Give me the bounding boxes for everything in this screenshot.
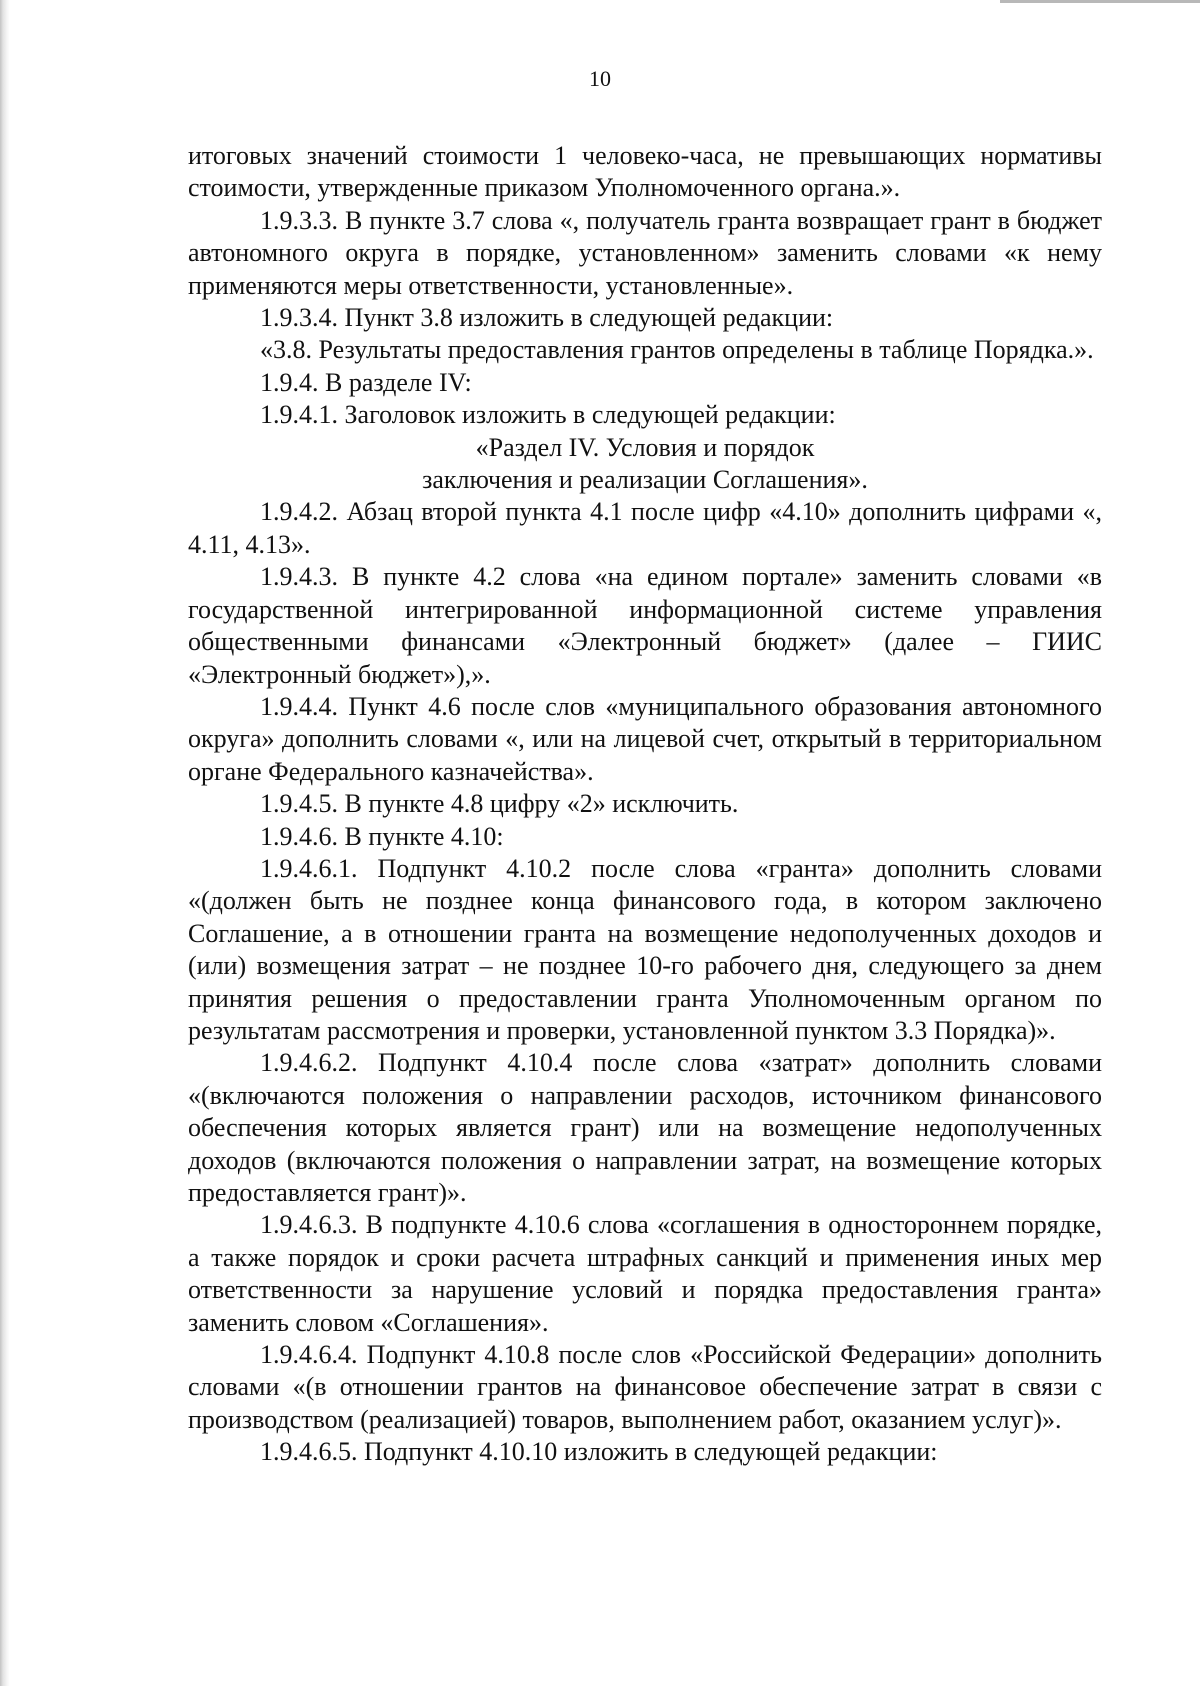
paragraph: 1.9.4.3. В пункте 4.2 слова «на едином портале» заменить словами «в государственной интегрированной информационной системе управления общественными финансами «Электронный бюджет» (далее – ГИИС «Электронный бюджет»),». [188, 562, 1102, 689]
paragraph: 1.9.3.4. Пункт 3.8 изложить в следующей редакции: [260, 303, 834, 333]
top-edge-rule [1000, 0, 1200, 3]
paragraph: 1.9.4.6.2. Подпункт 4.10.4 после слова «затрат» дополнить словами «(включаются положения о направлении расходов, источником финансового обеспечения которых является грант) или на возмещение недополученных доходов (включаются положения о направлении затрат, на возмещение которых предоставляется грант)». [188, 1048, 1102, 1207]
paragraph: «3.8. Результаты предоставления грантов определены в таблице Порядка.». [260, 335, 1094, 365]
paragraph: 1.9.4.5. В пункте 4.8 цифру «2» исключить. [260, 789, 739, 819]
paragraph: итоговых значений стоимости 1 человеко-часа, не превышающих нормативы стоимости, утвержденные приказом Уполномоченного органа.». [188, 141, 1102, 203]
document-body [188, 140, 1102, 1469]
scan-edge-shadow [0, 0, 10, 1686]
paragraph: 1.9.4.6.4. Подпункт 4.10.8 после слов «Российской Федерации» дополнить словами «(в отношении грантов на финансовое обеспечение затрат в связи с производством (реализацией) товаров, выполнением работ, оказанием услуг)». [188, 1340, 1102, 1434]
paragraph: 1.9.4.1. Заголовок изложить в следующей редакции: [260, 400, 836, 430]
paragraph: 1.9.4.6.3. В подпункте 4.10.6 слова «соглашения в одностороннем порядке, а также порядок и сроки расчета штрафных санкций и применения иных мер ответственности за нарушение условий и порядка предоставления гранта» заменить словом «Соглашения». [188, 1210, 1102, 1337]
page-number: 10 [589, 66, 611, 91]
paragraph: 1.9.4.6.1. Подпункт 4.10.2 после слова «гранта» дополнить словами «(должен быть не позднее конца финансового года, в котором заключено Соглашение, а в отношении гранта на возмещение недополученных доходов и (или) возмещения затрат – не позднее 10-го рабочего дня, следующего за днем принятия решения о предоставлении гранта Уполномоченным органом по результатам рассмотрения и проверки, установленной пунктом 3.3 Порядка)». [188, 853, 1102, 1045]
paragraph: 1.9.4.4. Пункт 4.6 после слов «муниципального образования автономного округа» дополнить словами «, или на лицевой счет, открытый в территориальном органе Федерального казначейства». [188, 691, 1102, 786]
paragraph: 1.9.4.6. В пункте 4.10: [260, 821, 504, 851]
paragraph: 1.9.3.3. В пункте 3.7 слова «, получатель гранта возвращает грант в бюджет автономного округа в порядке, установленном» заменить словами «к нему применяются меры ответственности, установленные». [188, 205, 1102, 300]
paragraph: 1.9.4. В разделе IV: [260, 367, 472, 397]
paragraph: 1.9.4.2. Абзац второй пункта 4.1 после цифр «4.10» дополнить цифрами «, 4.11, 4.13». [188, 497, 1102, 559]
section-heading-line: «Раздел IV. Условия и порядок [475, 432, 815, 462]
section-heading-line: заключения и реализации Соглашения». [422, 465, 868, 495]
paragraph: 1.9.4.6.5. Подпункт 4.10.10 изложить в следующей редакции: [260, 1437, 938, 1467]
